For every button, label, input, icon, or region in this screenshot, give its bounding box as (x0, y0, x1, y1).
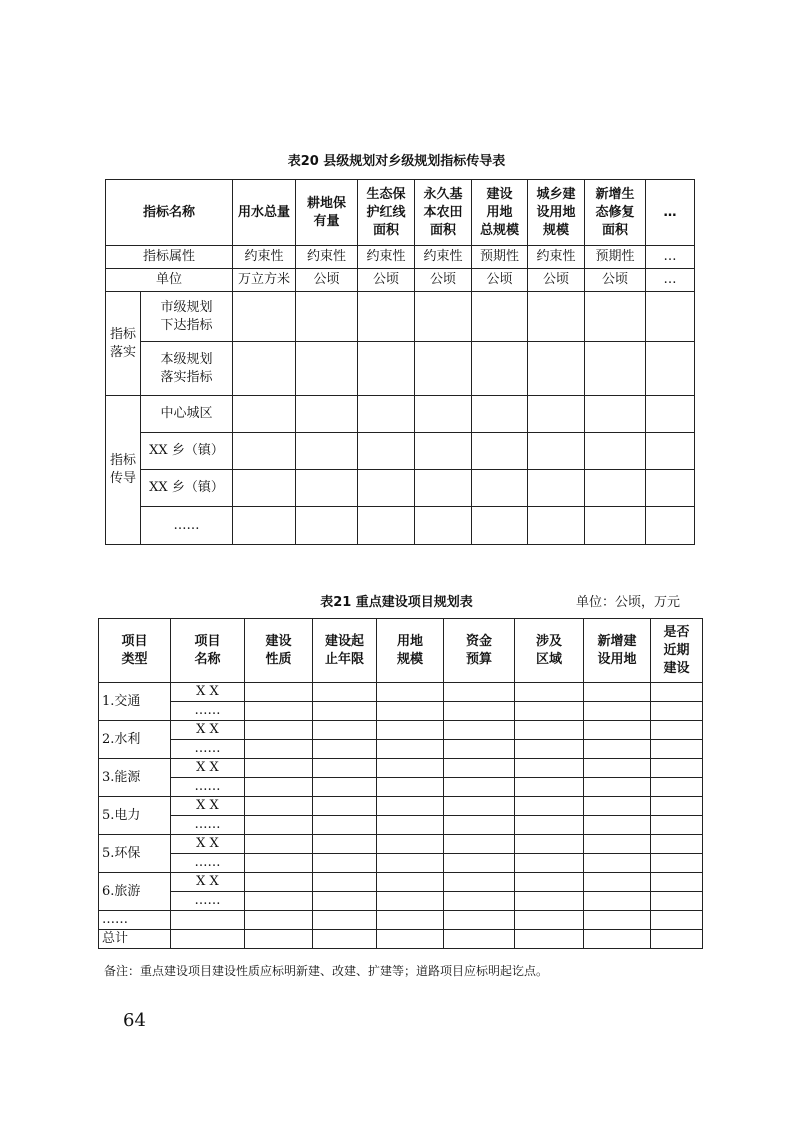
t21-empty-cell (444, 816, 515, 835)
t20-header-name: 指标名称 (106, 180, 233, 246)
t21-empty-cell (377, 702, 444, 721)
t20-unit-cell: 公顷 (585, 269, 646, 292)
t21-project-type: 1.交通 (99, 683, 171, 721)
t21-empty-cell (377, 759, 444, 778)
t21-empty-cell (444, 778, 515, 797)
t20-group-transmission: 指标 传导 (106, 396, 141, 545)
t20-unit-cell: 公顷 (296, 269, 358, 292)
t21-empty-cell (584, 759, 651, 778)
t21-empty-cell (377, 816, 444, 835)
t21-empty-cell (651, 797, 703, 816)
t21-empty-cell (651, 683, 703, 702)
t21-empty-cell (651, 854, 703, 873)
t21-empty-cell (313, 873, 377, 892)
t21-project-name: X X (171, 835, 245, 854)
t20-attr-cell: 约束性 (358, 246, 415, 269)
t21-header-budget: 资金 预算 (444, 619, 515, 683)
t21-empty-cell (651, 778, 703, 797)
t20-header-construction-land: 建设 用地 总规模 (472, 180, 528, 246)
t21-empty-cell (444, 873, 515, 892)
footnote: 备注：重点建设项目建设性质应标明新建、改建、扩建等；道路项目应标明起讫点。 (104, 964, 549, 978)
t21-ellipsis-row: …… (99, 911, 171, 930)
t21-empty-cell (584, 835, 651, 854)
t21-empty-cell (245, 778, 313, 797)
t21-empty-cell (584, 892, 651, 911)
t21-empty-cell (313, 740, 377, 759)
t21-header-period: 建设起 止年限 (313, 619, 377, 683)
t21-empty-cell (171, 911, 245, 930)
t21-empty-cell (245, 892, 313, 911)
t20-attr-cell: 预期性 (472, 246, 528, 269)
t21-project-type: 6.旅游 (99, 873, 171, 911)
t21-header-near-term: 是否 近期 建设 (651, 619, 703, 683)
t21-empty-cell (515, 778, 584, 797)
t20-header-basic-farmland: 永久基 本农田 面积 (415, 180, 472, 246)
t21-empty-cell (584, 873, 651, 892)
t20-unit-label: 单位 (106, 269, 233, 292)
t21-empty-cell (444, 683, 515, 702)
t21-project-more: …… (171, 702, 245, 721)
t20-header-urban-rural-land: 城乡建 设用地 规模 (528, 180, 585, 246)
t20-row-label: 中心城区 (141, 396, 233, 433)
t21-header-region: 涉及 区域 (515, 619, 584, 683)
t21-empty-cell (584, 911, 651, 930)
table20-caption: 表20 县级规划对乡级规划指标传导表 (287, 154, 506, 169)
t21-header-name: 项目 名称 (171, 619, 245, 683)
t20-attr-label: 指标属性 (106, 246, 233, 269)
t21-empty-cell (584, 930, 651, 949)
t20-unit-cell: 公顷 (415, 269, 472, 292)
t21-empty-cell (377, 911, 444, 930)
table21 (98, 618, 703, 949)
t21-project-name: X X (171, 873, 245, 892)
t21-project-name: X X (171, 797, 245, 816)
t21-empty-cell (313, 911, 377, 930)
t20-row-label: …… (141, 507, 233, 545)
t21-empty-cell (377, 873, 444, 892)
t21-empty-cell (444, 702, 515, 721)
t20-row-label: XX 乡（镇） (141, 433, 233, 470)
t20-header-farmland: 耕地保 有量 (296, 180, 358, 246)
t21-empty-cell (444, 835, 515, 854)
t21-header-nature: 建设 性质 (245, 619, 313, 683)
t21-empty-cell (515, 930, 584, 949)
t21-empty-cell (313, 892, 377, 911)
t21-empty-cell (313, 759, 377, 778)
t21-project-type: 5.电力 (99, 797, 171, 835)
t21-empty-cell (377, 835, 444, 854)
t21-empty-cell (444, 721, 515, 740)
t21-project-type: 3.能源 (99, 759, 171, 797)
t21-empty-cell (377, 778, 444, 797)
t21-empty-cell (651, 740, 703, 759)
t20-attr-cell: 约束性 (296, 246, 358, 269)
t21-empty-cell (245, 816, 313, 835)
t20-header-more: … (646, 180, 695, 246)
t21-empty-cell (651, 873, 703, 892)
t20-row-label: 市级规划 下达指标 (141, 292, 233, 342)
table21-caption: 表21 重点建设项目规划表 (320, 595, 473, 610)
t21-empty-cell (245, 759, 313, 778)
t21-empty-cell (515, 740, 584, 759)
page-number: 64 (123, 1010, 146, 1031)
t20-attr-cell: … (646, 246, 695, 269)
t21-empty-cell (245, 702, 313, 721)
t21-empty-cell (515, 892, 584, 911)
t21-empty-cell (515, 702, 584, 721)
t21-project-more: …… (171, 854, 245, 873)
t21-empty-cell (515, 816, 584, 835)
t21-empty-cell (245, 721, 313, 740)
table21-unit-note: 单位：公顷，万元 (576, 595, 681, 610)
t20-header-water: 用水总量 (233, 180, 296, 246)
t21-empty-cell (515, 854, 584, 873)
t21-empty-cell (651, 816, 703, 835)
t20-unit-cell: 公顷 (528, 269, 585, 292)
t21-empty-cell (313, 702, 377, 721)
t21-empty-cell (584, 778, 651, 797)
t21-empty-cell (377, 892, 444, 911)
t21-empty-cell (651, 892, 703, 911)
t21-empty-cell (313, 854, 377, 873)
t21-empty-cell (444, 911, 515, 930)
t21-project-more: …… (171, 778, 245, 797)
t21-empty-cell (651, 930, 703, 949)
t21-empty-cell (584, 797, 651, 816)
t20-attr-cell: 预期性 (585, 246, 646, 269)
t21-empty-cell (584, 683, 651, 702)
t21-empty-cell (245, 797, 313, 816)
t21-project-type: 2.水利 (99, 721, 171, 759)
t21-empty-cell (651, 721, 703, 740)
t21-empty-cell (245, 911, 313, 930)
t21-empty-cell (444, 797, 515, 816)
t21-project-type: 5.环保 (99, 835, 171, 873)
t21-empty-cell (313, 816, 377, 835)
t21-empty-cell (584, 721, 651, 740)
t21-empty-cell (444, 930, 515, 949)
t21-empty-cell (651, 911, 703, 930)
t21-project-more: …… (171, 892, 245, 911)
t20-attr-cell: 约束性 (528, 246, 585, 269)
t21-empty-cell (515, 873, 584, 892)
t21-empty-cell (245, 740, 313, 759)
t21-empty-cell (515, 797, 584, 816)
t20-unit-cell: 万立方米 (233, 269, 296, 292)
t20-header-eco-redline: 生态保 护红线 面积 (358, 180, 415, 246)
t20-attr-cell: 约束性 (233, 246, 296, 269)
t21-empty-cell (651, 759, 703, 778)
t21-empty-cell (584, 854, 651, 873)
t21-project-name: X X (171, 721, 245, 740)
t21-empty-cell (584, 702, 651, 721)
t21-empty-cell (313, 835, 377, 854)
t21-empty-cell (515, 721, 584, 740)
t21-empty-cell (444, 892, 515, 911)
t21-empty-cell (444, 740, 515, 759)
t21-empty-cell (313, 778, 377, 797)
t21-project-more: …… (171, 740, 245, 759)
t21-empty-cell (313, 683, 377, 702)
t21-empty-cell (515, 683, 584, 702)
t21-empty-cell (444, 759, 515, 778)
t21-empty-cell (584, 740, 651, 759)
t21-empty-cell (313, 930, 377, 949)
t20-attr-cell: 约束性 (415, 246, 472, 269)
t21-empty-cell (245, 683, 313, 702)
t21-empty-cell (515, 835, 584, 854)
t20-row-label: 本级规划 落实指标 (141, 342, 233, 396)
t21-empty-cell (377, 721, 444, 740)
t20-unit-cell: 公顷 (358, 269, 415, 292)
t20-unit-cell: 公顷 (472, 269, 528, 292)
t21-empty-cell (377, 797, 444, 816)
t21-empty-cell (313, 721, 377, 740)
t21-project-more: …… (171, 816, 245, 835)
t21-empty-cell (651, 702, 703, 721)
t21-empty-cell (515, 911, 584, 930)
t21-empty-cell (377, 854, 444, 873)
t20-row-label: XX 乡（镇） (141, 470, 233, 507)
t21-project-name: X X (171, 759, 245, 778)
t20-header-eco-restoration: 新增生 态修复 面积 (585, 180, 646, 246)
t21-empty-cell (651, 835, 703, 854)
t21-header-new-land: 新增建 设用地 (584, 619, 651, 683)
t20-group-implementation: 指标 落实 (106, 292, 141, 396)
t21-empty-cell (171, 930, 245, 949)
t20-unit-cell: … (646, 269, 695, 292)
t21-header-type: 项目 类型 (99, 619, 171, 683)
t21-empty-cell (444, 854, 515, 873)
t21-empty-cell (377, 740, 444, 759)
t21-empty-cell (245, 873, 313, 892)
t21-project-name: X X (171, 683, 245, 702)
t21-empty-cell (584, 816, 651, 835)
t21-header-land-scale: 用地 规模 (377, 619, 444, 683)
t21-empty-cell (377, 683, 444, 702)
t21-empty-cell (377, 930, 444, 949)
t21-empty-cell (515, 759, 584, 778)
t21-empty-cell (245, 854, 313, 873)
t21-empty-cell (313, 797, 377, 816)
t21-empty-cell (245, 835, 313, 854)
t21-total-row: 总计 (99, 930, 171, 949)
table20 (105, 179, 695, 545)
t21-empty-cell (245, 930, 313, 949)
